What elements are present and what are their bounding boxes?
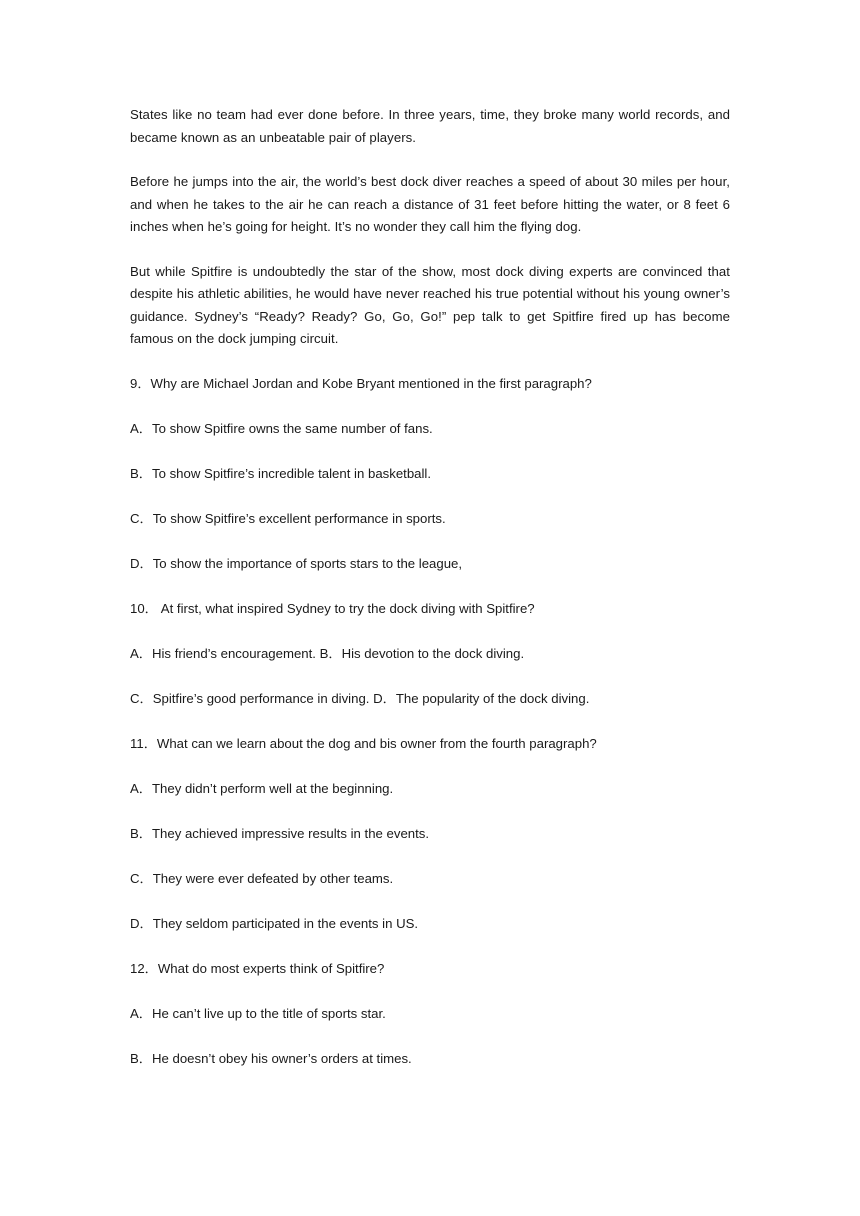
question-9	[130, 373, 730, 576]
option-a: A．He can’t live up to the title of sports star.	[130, 1005, 386, 1021]
question-11	[130, 733, 730, 936]
question-10	[130, 598, 730, 711]
option-b: B．To show Spitfire’s incredible talent in basketball.	[130, 465, 432, 481]
question-stem: 10． At first, what inspired Sydney to try the dock diving with Spitfire?	[130, 600, 535, 616]
option-a: A．They didn’t perform well at the beginning.	[130, 780, 394, 796]
question-stem: 9．Why are Michael Jordan and Kobe Bryant mentioned in the first paragraph?	[130, 375, 592, 391]
option-c: C．To show Spitfire’s excellent performance in sports.	[130, 510, 446, 526]
question-stem: 12．What do most experts think of Spitfire?	[130, 960, 385, 976]
passage-paragraph-3: But while Spitfire is undoubtedly the star of the show, most dock diving experts are convinced that despite his athletic abilities, he would have never reached his true potential without his young owner’s guidance. Sydney’s “Ready? Ready? Go, Go, Go!” pep talk to get Spitfire fired up has become famous on the dock jumping circuit.	[130, 263, 730, 346]
document-page	[130, 104, 730, 1093]
option-c-d: C．Spitfire’s good performance in diving. D．The popularity of the dock diving.	[130, 690, 590, 706]
option-b: B．He doesn’t obey his owner’s orders at times.	[130, 1050, 412, 1066]
option-a: A．To show Spitfire owns the same number of fans.	[130, 420, 433, 436]
question-12	[130, 958, 730, 1071]
passage-paragraph-1: States like no team had ever done before. In three years, time, they broke many world records, and became known as an unbeatable pair of players.	[130, 107, 730, 145]
question-stem: 11．What can we learn about the dog and bis owner from the fourth paragraph?	[130, 735, 597, 751]
option-b: B．They achieved impressive results in the events.	[130, 825, 430, 841]
option-d: D．They seldom participated in the events in US.	[130, 915, 419, 931]
option-a-b: A．His friend’s encouragement. B．His devotion to the dock diving.	[130, 645, 525, 661]
option-d: D．To show the importance of sports stars to the league,	[130, 555, 463, 571]
passage-paragraph-2: Before he jumps into the air, the world’s best dock diver reaches a speed of about 30 miles per hour, and when he takes to the air he can reach a distance of 31 feet before hitting the water, or 8 feet 6 inches when he’s going for height. It’s no wonder they call him the flying dog.	[130, 174, 730, 234]
option-c: C．They were ever defeated by other teams.	[130, 870, 394, 886]
